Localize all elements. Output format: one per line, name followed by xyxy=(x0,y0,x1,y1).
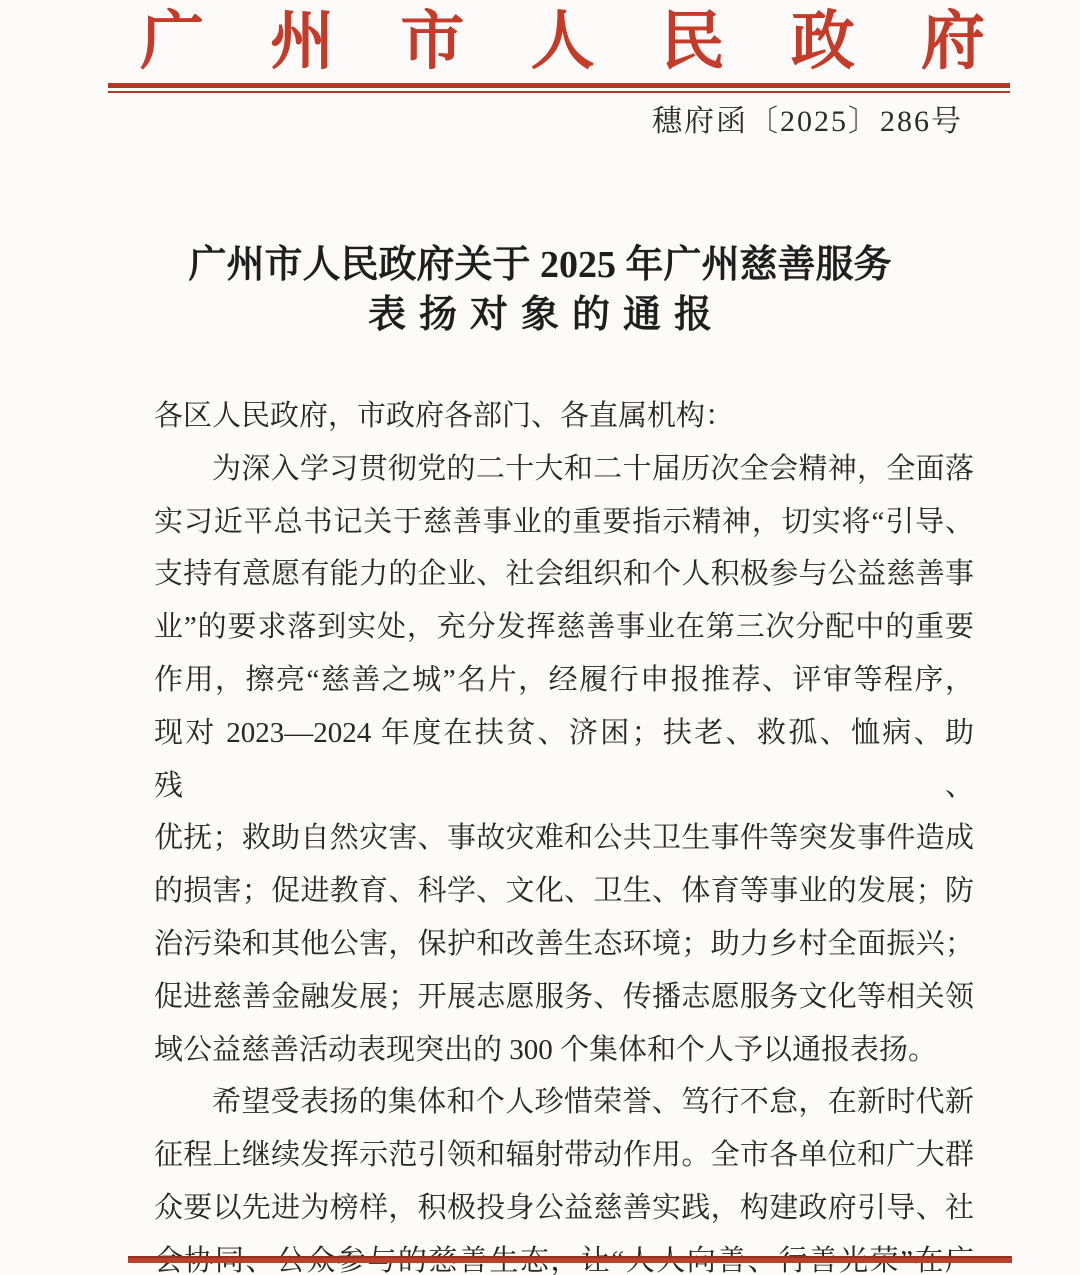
letterhead-divider xyxy=(108,83,1010,93)
body-line: 作用，擦亮“慈善之城”名片，经履行申报推荐、评审等程序， xyxy=(154,663,974,696)
body-line: 域公益慈善活动表现突出的 300 个集体和个人予以通报表扬。 xyxy=(154,1033,938,1066)
doc-title-line-2: 表扬对象的通报 xyxy=(367,294,725,336)
body-line: 为深入学习贯彻党的二十大和二十届历次全会精神，全面落 xyxy=(212,452,974,485)
body-line: 优抚；救助自然灾害、事故灾难和公共卫生事件等突发事件造成 xyxy=(154,822,974,855)
body-line: 现对 2023—2024 年度在扶贫、济困；扶老、救孤、恤病、助残、 xyxy=(154,716,974,802)
body-line: 实习近平总书记关于慈善事业的重要指示精神，切实将“引导、 xyxy=(154,505,974,538)
body-line: 征程上继续发挥示范引领和辐射带动作用。全市各单位和广大群 xyxy=(154,1139,974,1172)
body-line: 促进慈善金融发展；开展志愿服务、传播志愿服务文化等相关领 xyxy=(154,980,974,1013)
doc-body xyxy=(154,390,974,1275)
letterhead-org-name: 广州市人民政府 xyxy=(140,6,985,77)
body-line: 的损害；促进教育、科学、文化、卫生、体育等事业的发展；防 xyxy=(154,875,974,908)
body-line: 众要以先进为榜样，积极投身公益慈善实践，构建政府引导、社 xyxy=(154,1191,974,1224)
footer-divider xyxy=(128,1256,1012,1263)
doc-reference-number: 穗府函〔2025〕286号 xyxy=(652,105,963,138)
salutation-line: 各区人民政府，市政府各部门、各直属机构： xyxy=(154,400,735,432)
body-line: 希望受表扬的集体和个人珍惜荣誉、笃行不怠，在新时代新 xyxy=(212,1086,974,1119)
doc-title-line-1: 广州市人民政府关于 2025 年广州慈善服务 xyxy=(188,244,892,286)
doc-title xyxy=(0,240,1080,340)
body-line: 支持有意愿有能力的企业、社会组织和个人积极参与公益慈善事 xyxy=(154,558,974,591)
body-line: 业”的要求落到实处，充分发挥慈善事业在第三次分配中的重要 xyxy=(154,611,974,644)
body-line: 治污染和其他公害，保护和改善生态环境；助力乡村全面振兴； xyxy=(154,927,974,960)
body-line xyxy=(154,1235,974,1275)
